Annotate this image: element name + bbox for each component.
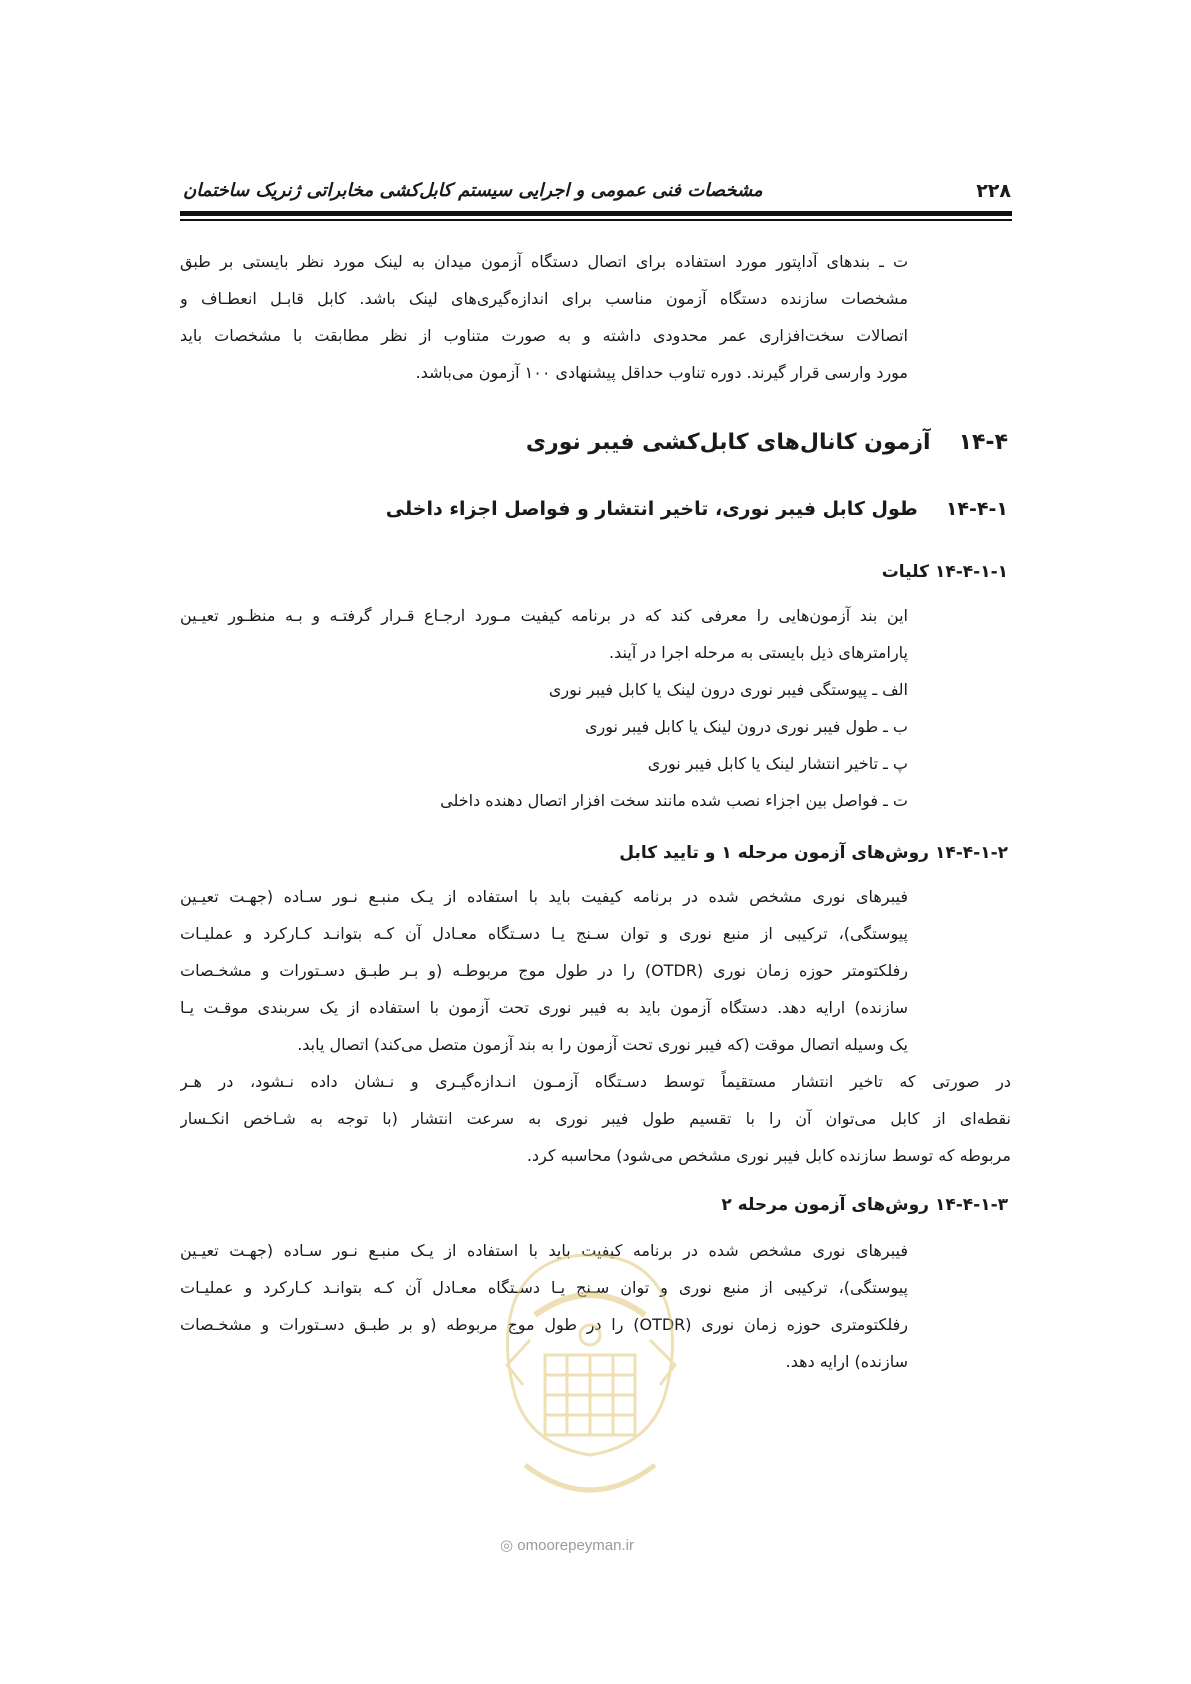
paragraph-line: نقطه‌ای از کابل می‌توان آن را با تقسیم طول فیبر نوری به سرعت انتشار (با توجه به شـاخص انکـسار	[180, 1109, 1011, 1128]
subsection-title: طول کابل فیبر نوری، تاخیر انتشار و فواصل اجزاء داخلی	[385, 498, 918, 520]
subsubsection-heading	[882, 562, 1008, 582]
parameter-list	[440, 671, 908, 819]
intro-paragraph	[180, 243, 908, 391]
paragraph-line: اتصالات سخت‌افزاری عمر محدودی داشته و به صورت متناوب از نظر مطابقت با مشخصات باید	[180, 326, 908, 345]
general-paragraph	[180, 597, 908, 671]
page-number: ۲۲۸	[976, 180, 1011, 202]
list-item: الف ـ پیوستگی فیبر نوری درون لینک یا کابل فیبر نوری	[548, 680, 908, 699]
paragraph-line: در صورتی که تاخیر انتشار مستقیماً توسط دسـتگاه آزمـون انـدازه‌گیـری و نـشان داده نـشود، در هـر	[180, 1072, 1011, 1091]
section-heading	[526, 430, 1008, 455]
paragraph-line: یک وسیله اتصال موقت (که فیبر نوری تحت آزمون را به بند آزمون متصل می‌کند) اتصال یابد.	[297, 1035, 908, 1054]
paragraph-line: مشخصات سازنده دستگاه آزمون مناسب برای اندازه‌گیری‌های لینک باشد. کابل قابـل انعطـاف و	[180, 289, 908, 308]
watermark-seal	[475, 1245, 705, 1525]
paragraph-line: رفلکتومتری حوزه زمان نوری (OTDR) را در طول موج مربوطه (و بر طبـق دسـتورات و مشخـصات	[180, 1315, 908, 1334]
section-number: ۱۴-۴	[958, 430, 1008, 455]
delay-paragraph	[180, 1063, 1011, 1174]
paragraph-line: مورد وارسی قرار گیرند. دوره تناوب حداقل پیشنهادی ۱۰۰ آزمون می‌باشد.	[415, 363, 908, 382]
paragraph-line: فیبرهای نوری مشخص شده در برنامه کیفیت باید با استفاده از یـک منبـع نـور سـاده (جهـت تعیـین	[180, 1241, 908, 1260]
subsubsection-title: کلیات	[881, 562, 929, 582]
subsubsection-number: ۱۴-۴-۱-۳	[934, 1195, 1008, 1215]
header-rule-thick	[180, 211, 1012, 216]
paragraph-line: پیوستگی)، ترکیبی از منبع نوری و توان سـنج یـا دسـتگاه معـادل آن کـه بتوانـد کـارکرد و عملیـات	[180, 924, 908, 943]
list-item: ب ـ طول فیبر نوری درون لینک یا کابل فیبر نوری	[584, 717, 908, 736]
subsubsection-title: روش‌های آزمون مرحله ۲	[721, 1195, 929, 1215]
paragraph-line: ت ـ بندهای آداپتور مورد استفاده برای اتصال دستگاه آزمون میدان به لینک مورد نظر بایستی بر طبق	[180, 252, 908, 271]
subsubsection-number: ۱۴-۴-۱-۱	[934, 562, 1008, 582]
running-title: مشخصات فنی عمومی و اجرایی سیستم کابل‌کشی مخابراتی ژنریک ساختمان	[183, 180, 763, 201]
paragraph-line: مربوطه که توسط سازنده کابل فیبر نوری مشخص می‌شود) محاسبه کرد.	[526, 1146, 1011, 1165]
subsection-heading	[386, 498, 1008, 520]
watermark-domain: ◎ omoorepeyman.ir	[500, 1537, 634, 1554]
list-item: ت ـ فواصل بین اجزاء نصب شده مانند سخت افزار اتصال دهنده داخلی	[440, 791, 908, 810]
list-item: پ ـ تاخیر انتشار لینک یا کابل فیبر نوری	[647, 754, 908, 773]
paragraph-line: پیوستگی)، ترکیبی از منبع نوری و توان سـنج یـا دسـتگاه معـادل آن کـه بتوانـد کـارکرد و عملیـات	[180, 1278, 908, 1297]
subsection-number: ۱۴-۴-۱	[945, 498, 1008, 520]
header-rule-thin	[180, 219, 1012, 221]
paragraph-line: پارامترهای ذیل بایستی به مرحله اجرا در آیند.	[609, 643, 908, 662]
paragraph-line: این بند آزمون‌هایی را معرفی کند که در برنامه کیفیت مـورد ارجـاع قـرار گرفتـه و بـه منظـور تعیـین	[180, 606, 908, 625]
subsubsection-heading	[619, 843, 1008, 863]
subsubsection-number: ۱۴-۴-۱-۲	[934, 843, 1008, 863]
subsubsection-heading	[721, 1195, 1008, 1215]
subsubsection-title: روش‌های آزمون مرحله ۱ و تایید کابل	[619, 843, 929, 863]
paragraph-line: فیبرهای نوری مشخص شده در برنامه کیفیت باید با استفاده از یـک منبـع نـور سـاده (جهـت تعیـین	[180, 887, 908, 906]
section-title: آزمون کانال‌های کابل‌کشی فیبر نوری	[525, 430, 931, 455]
paragraph-line: رفلکتومتر حوزه زمان نوری (OTDR) را در طول موج مربوطـه (و بـر طبـق دسـتورات و مشخـصات	[180, 961, 908, 980]
paragraph-line: سازنده) ارایه دهد. دستگاه آزمون باید به فیبر نوری تحت آزمون با استفاده از یک سربندی موقـت یـا	[180, 998, 908, 1017]
paragraph-line: سازنده) ارایه دهد.	[785, 1352, 908, 1371]
stage1-paragraph	[180, 878, 908, 1063]
